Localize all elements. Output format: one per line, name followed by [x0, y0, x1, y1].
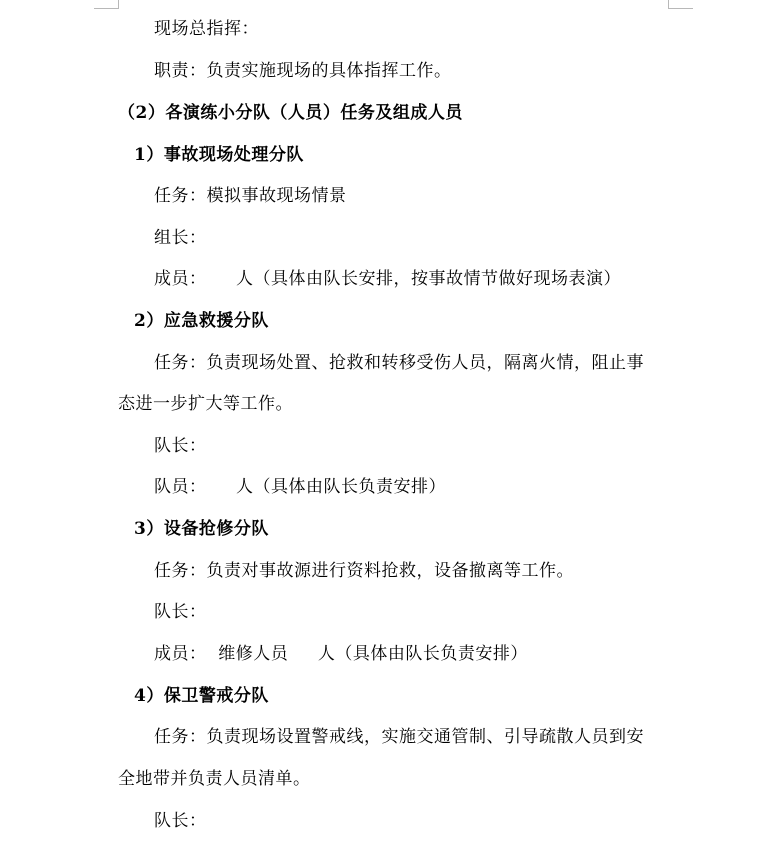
paragraph-task: 任务：负责对事故源进行资料抢救，设备撤离等工作。 — [154, 561, 574, 581]
paragraph-task: 任务：模拟事故现场情景 — [154, 186, 347, 206]
paragraph-task-continuation: 全地带并负责人员清单。 — [118, 769, 311, 789]
subsection-heading-rescue-team: 2）应急救援分队 — [134, 311, 269, 331]
field-site-commander: 现场总指挥： — [154, 19, 259, 39]
paragraph-task: 任务：负责现场设置警戒线，实施交通管制、引导疏散人员到安 — [154, 727, 644, 747]
field-team-leader: 队长： — [154, 436, 207, 456]
page-corner-mark-right — [668, 0, 693, 9]
subsection-heading-repair-team: 3）设备抢修分队 — [134, 519, 269, 539]
field-responsibility: 职责：负责实施现场的具体指挥工作。 — [154, 61, 452, 81]
field-team-members: 队员： 人（具体由队长负责安排） — [154, 477, 447, 497]
paragraph-task-continuation: 态进一步扩大等工作。 — [118, 394, 293, 414]
subsection-heading-security-team: 4）保卫警戒分队 — [134, 686, 269, 706]
field-members: 成员： 维修人员 人（具体由队长负责安排） — [154, 644, 528, 664]
paragraph-task: 任务：负责现场处置、抢救和转移受伤人员，隔离火情，阻止事 — [154, 353, 644, 373]
field-team-leader: 队长： — [154, 602, 207, 622]
field-group-leader: 组长： — [154, 228, 207, 248]
section-heading-teams: （2）各演练小分队（人员）任务及组成人员 — [118, 103, 463, 123]
page-corner-mark-left — [94, 0, 119, 9]
field-team-leader: 队长： — [154, 811, 207, 831]
subsection-heading-accident-team: 1）事故现场处理分队 — [134, 145, 304, 165]
field-members: 成员： 人（具体由队长安排，按事故情节做好现场表演） — [154, 269, 622, 289]
